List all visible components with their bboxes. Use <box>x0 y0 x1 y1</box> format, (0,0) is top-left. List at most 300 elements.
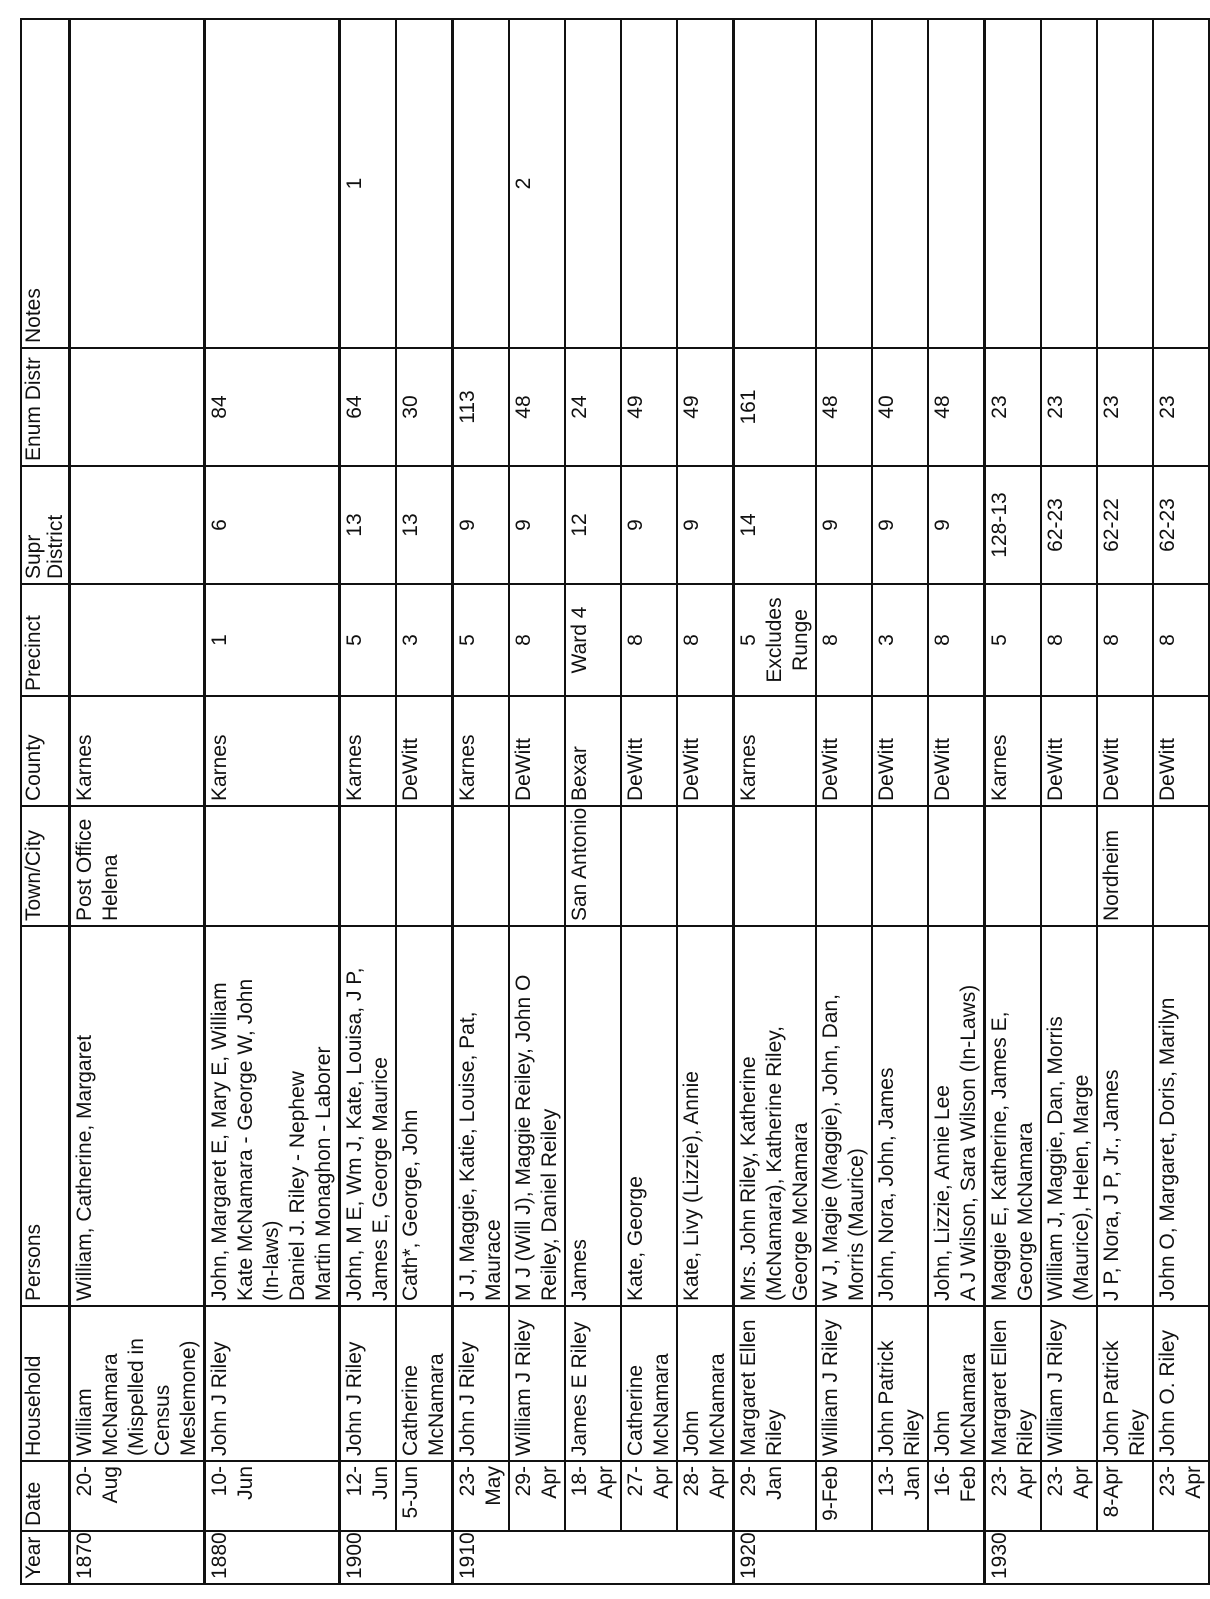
header-county: County <box>21 696 70 806</box>
cell-text: John J Riley <box>343 1341 366 1456</box>
household-cell <box>1097 1306 1153 1461</box>
year-group <box>985 19 1210 1584</box>
precinct-cell <box>872 584 928 696</box>
persons-cell <box>621 926 677 1306</box>
cell-line: DeWitt <box>875 738 898 801</box>
cell-text: William J Riley <box>819 1319 842 1456</box>
town-city-cell <box>621 806 677 926</box>
supr-district-cell <box>1153 466 1209 584</box>
town-city-cell <box>70 806 205 926</box>
cell-line: 8 <box>1156 634 1179 646</box>
header-town-city: Town/City <box>21 806 70 926</box>
cell-line <box>1043 24 1069 343</box>
cell-line: 8 <box>819 634 842 646</box>
cell-line: 8 <box>931 634 954 646</box>
cell-line: Maurace <box>482 1219 505 1301</box>
household-cell <box>205 1306 340 1461</box>
table-row <box>928 19 985 1584</box>
cell-text: Margaret Ellen Riley <box>988 1319 1037 1456</box>
table-row <box>734 19 817 1584</box>
cell-line <box>72 24 98 343</box>
header-household: Household <box>21 1306 70 1461</box>
date-cell <box>734 1461 817 1531</box>
date-cell <box>70 1461 205 1531</box>
household-cell <box>677 1306 734 1461</box>
cell-text: 10-Jun <box>208 1466 257 1500</box>
year-cell: 1910 <box>453 1531 734 1584</box>
cell-line: 5 <box>988 634 1011 646</box>
enum-distr-cell <box>396 348 453 466</box>
table-row <box>677 19 734 1584</box>
cell-line <box>736 811 762 921</box>
cell-line: Excludes <box>763 597 786 683</box>
notes-cell <box>872 19 928 348</box>
town-city-cell <box>677 806 734 926</box>
cell-line: 5 <box>737 634 760 646</box>
table-row <box>985 19 1042 1584</box>
cell-text: James E Riley <box>568 1321 591 1456</box>
cell-line: 23 <box>988 395 1011 419</box>
date-cell <box>816 1461 872 1531</box>
cell-text: Margaret Ellen Riley <box>737 1319 786 1456</box>
cell-line: J P, Nora, J P, Jr., James <box>1100 1069 1123 1301</box>
county-cell <box>928 696 985 806</box>
household-cell <box>621 1306 677 1461</box>
table-row <box>396 19 453 1584</box>
precinct-cell <box>621 584 677 696</box>
precinct-cell <box>70 584 205 696</box>
cell-text: John Patrick Riley <box>875 1340 924 1456</box>
cell-line: Kate McNamara - George W, John <box>234 978 257 1301</box>
town-city-cell <box>1153 806 1209 926</box>
household-cell <box>565 1306 621 1461</box>
notes-cell <box>928 19 985 348</box>
census-table <box>20 18 1210 1585</box>
persons-cell <box>985 926 1042 1306</box>
cell-line: 9 <box>931 519 954 531</box>
cell-line: James <box>568 1239 591 1301</box>
table-row <box>340 19 397 1584</box>
town-city-cell <box>734 806 817 926</box>
supr-district-cell <box>509 466 565 584</box>
cell-line: 23 <box>1044 395 1067 419</box>
enum-distr-cell <box>872 348 928 466</box>
cell-line <box>679 811 705 921</box>
cell-text: William J Riley <box>1044 1319 1067 1456</box>
cell-line: 48 <box>819 395 842 419</box>
cell-line: 9 <box>624 519 647 531</box>
county-cell <box>453 696 510 806</box>
cell-line <box>679 24 705 343</box>
cell-text: 29-Apr <box>512 1466 561 1499</box>
household-cell <box>734 1306 817 1461</box>
cell-line: W J, Magie (Maggie), John, Dan, <box>819 994 842 1301</box>
cell-line: DeWitt <box>931 738 954 801</box>
table-row <box>509 19 565 1584</box>
persons-cell <box>565 926 621 1306</box>
supr-district-cell <box>565 466 621 584</box>
table-row <box>816 19 872 1584</box>
cell-text: 27-Apr <box>624 1466 673 1499</box>
cell-line: 49 <box>680 395 703 419</box>
table-row <box>565 19 621 1584</box>
table-row <box>1097 19 1153 1584</box>
cell-line: Cath*, George, John <box>399 1109 422 1301</box>
date-cell <box>1153 1461 1209 1531</box>
town-city-cell <box>509 806 565 926</box>
household-cell <box>872 1306 928 1461</box>
persons-cell <box>453 926 510 1306</box>
cell-line: George McNamara <box>1014 1122 1037 1301</box>
enum-distr-cell <box>205 348 340 466</box>
enum-distr-cell <box>70 348 205 466</box>
household-cell <box>1153 1306 1209 1461</box>
cell-line: 24 <box>568 395 591 419</box>
cell-line: 48 <box>931 395 954 419</box>
cell-line: 3 <box>399 634 422 646</box>
cell-line: Kate, George <box>624 1176 647 1301</box>
cell-text: 8-Apr <box>1100 1466 1123 1518</box>
cell-line: Maggie E, Katherine, James E, <box>988 1011 1011 1301</box>
cell-line: 5 <box>343 634 366 646</box>
cell-text: John J Riley <box>456 1341 479 1456</box>
date-cell <box>396 1461 453 1531</box>
cell-line: Daniel J. Riley - Nephew <box>286 1071 309 1301</box>
household-cell <box>928 1306 985 1461</box>
precinct-cell <box>396 584 453 696</box>
header-notes: Notes <box>21 19 70 348</box>
cell-line: 2 <box>512 177 535 190</box>
county-cell <box>677 696 734 806</box>
cell-line: 23 <box>1156 395 1179 419</box>
cell-line <box>987 811 1013 921</box>
cell-line: 1 <box>208 634 231 646</box>
cell-line <box>818 811 844 921</box>
date-cell <box>621 1461 677 1531</box>
notes-cell <box>70 19 205 348</box>
precinct-cell <box>734 584 817 696</box>
cell-line: Karnes <box>343 734 366 801</box>
year-group <box>205 19 340 1584</box>
county-cell <box>985 696 1042 806</box>
cell-line: 30 <box>399 395 422 419</box>
cell-line <box>398 24 424 343</box>
cell-line <box>398 811 424 921</box>
cell-line: 12 <box>568 513 591 537</box>
persons-cell <box>509 926 565 1306</box>
enum-distr-cell <box>985 348 1042 466</box>
cell-line <box>342 811 368 921</box>
date-cell <box>205 1461 340 1531</box>
header-enum-distr: Enum Distr <box>21 348 70 466</box>
town-city-cell <box>205 806 340 926</box>
table-row <box>205 19 340 1584</box>
cell-line: DeWitt <box>1156 738 1179 801</box>
cell-line: Nordheim <box>1100 829 1123 921</box>
cell-text: John J Riley <box>208 1341 231 1456</box>
cell-line: 64 <box>343 395 366 419</box>
notes-cell <box>205 19 340 348</box>
notes-cell <box>734 19 817 348</box>
cell-line: Mrs. John Riley, Katherine <box>737 1056 760 1301</box>
cell-line <box>72 589 98 691</box>
county-cell <box>340 696 397 806</box>
cell-line: John, M E, Wm J, Kate, Louisa, J P, <box>343 967 366 1301</box>
header-supr-district: Supr District <box>21 466 70 584</box>
town-city-cell <box>396 806 453 926</box>
enum-distr-cell <box>340 348 397 466</box>
date-cell <box>509 1461 565 1531</box>
supr-district-cell <box>734 466 817 584</box>
supr-district-cell <box>453 466 510 584</box>
county-cell <box>621 696 677 806</box>
cell-text: 5-Jun <box>399 1466 422 1519</box>
supr-district-cell <box>205 466 340 584</box>
year-cell: 1870 <box>70 1531 205 1584</box>
precinct-cell <box>677 584 734 696</box>
table-row <box>872 19 928 1584</box>
county-cell <box>205 696 340 806</box>
town-city-cell <box>1097 806 1153 926</box>
cell-line <box>930 24 956 343</box>
cell-text: William McNamara (Mispelled in Census Meslemone) <box>73 1338 200 1456</box>
date-cell <box>677 1461 734 1531</box>
cell-text: John McNamara <box>931 1353 980 1456</box>
precinct-cell <box>340 584 397 696</box>
supr-district-cell <box>1097 466 1153 584</box>
cell-line: 8 <box>1044 634 1067 646</box>
cell-line: DeWitt <box>1044 738 1067 801</box>
cell-line <box>567 24 593 343</box>
enum-distr-cell <box>509 348 565 466</box>
supr-district-cell <box>621 466 677 584</box>
cell-line <box>455 811 481 921</box>
town-city-cell <box>565 806 621 926</box>
enum-distr-cell <box>565 348 621 466</box>
cell-text: John O. Riley <box>1156 1329 1179 1456</box>
cell-line: 8 <box>680 634 703 646</box>
cell-text: 28-Apr <box>680 1466 729 1499</box>
cell-text: 16-Feb <box>931 1466 980 1503</box>
year-cell: 1900 <box>340 1531 453 1584</box>
cell-line: Karnes <box>208 734 231 801</box>
header-precinct: Precinct <box>21 584 70 696</box>
cell-line: DeWitt <box>399 738 422 801</box>
precinct-cell <box>1041 584 1097 696</box>
year-group <box>734 19 985 1584</box>
precinct-cell <box>565 584 621 696</box>
cell-line <box>930 811 956 921</box>
cell-line: James E, George Maurice <box>369 1057 392 1301</box>
cell-line: 8 <box>512 634 535 646</box>
cell-line: 113 <box>456 390 479 424</box>
cell-line: 48 <box>512 395 535 419</box>
cell-line: Helena <box>99 854 122 921</box>
cell-text: Catherine McNamara <box>399 1353 448 1456</box>
header-year: Year <box>21 1531 70 1584</box>
enum-distr-cell <box>734 348 817 466</box>
cell-text: 23-Apr <box>1156 1466 1205 1499</box>
cell-line: Martin Monaghon - Laborer <box>312 1046 335 1301</box>
cell-line: 6 <box>208 519 231 531</box>
cell-line: Post Office <box>73 818 96 921</box>
enum-distr-cell <box>621 348 677 466</box>
cell-text: 12-Jun <box>343 1466 392 1500</box>
year-group <box>453 19 734 1584</box>
cell-line: 128-13 <box>988 492 1011 558</box>
notes-cell <box>565 19 621 348</box>
cell-line: 9 <box>875 519 898 531</box>
town-city-cell <box>1041 806 1097 926</box>
cell-line: Karnes <box>988 734 1011 801</box>
town-city-cell <box>340 806 397 926</box>
cell-line: 9 <box>819 519 842 531</box>
cell-line: M J (Will J), Maggie Reiley, John O <box>512 974 535 1301</box>
persons-cell <box>677 926 734 1306</box>
supr-district-cell <box>396 466 453 584</box>
cell-line <box>455 24 481 343</box>
town-city-cell <box>928 806 985 926</box>
date-cell <box>1097 1461 1153 1531</box>
notes-cell <box>340 19 397 348</box>
table-row <box>453 19 510 1584</box>
precinct-cell <box>453 584 510 696</box>
date-cell <box>985 1461 1042 1531</box>
cell-line <box>207 24 233 343</box>
household-cell <box>1041 1306 1097 1461</box>
cell-line <box>1155 24 1181 343</box>
cell-line: DeWitt <box>624 738 647 801</box>
persons-cell <box>1097 926 1153 1306</box>
cell-line: 8 <box>1100 634 1123 646</box>
county-cell <box>872 696 928 806</box>
enum-distr-cell <box>677 348 734 466</box>
enum-distr-cell <box>1097 348 1153 466</box>
notes-cell <box>816 19 872 348</box>
town-city-cell <box>453 806 510 926</box>
household-cell <box>396 1306 453 1461</box>
cell-text: 9-Feb <box>819 1466 842 1521</box>
county-cell <box>1153 696 1209 806</box>
header-date: Date <box>21 1461 70 1531</box>
precinct-cell <box>985 584 1042 696</box>
enum-distr-cell <box>453 348 510 466</box>
town-city-cell <box>816 806 872 926</box>
date-cell <box>1041 1461 1097 1531</box>
town-city-cell <box>985 806 1042 926</box>
precinct-cell <box>205 584 340 696</box>
household-cell <box>453 1306 510 1461</box>
cell-line: DeWitt <box>819 738 842 801</box>
notes-cell <box>1153 19 1209 348</box>
cell-line: San Antonio <box>568 807 591 921</box>
cell-line <box>72 353 98 461</box>
persons-cell <box>1041 926 1097 1306</box>
county-cell <box>1097 696 1153 806</box>
cell-line: Bexar <box>568 746 591 801</box>
year-cell: 1920 <box>734 1531 985 1584</box>
notes-cell <box>453 19 510 348</box>
persons-cell <box>872 926 928 1306</box>
cell-line: 5 <box>456 634 479 646</box>
cell-line <box>874 811 900 921</box>
persons-cell <box>1153 926 1209 1306</box>
enum-distr-cell <box>1153 348 1209 466</box>
supr-district-cell <box>985 466 1042 584</box>
cell-line <box>207 811 233 921</box>
town-city-cell <box>872 806 928 926</box>
supr-district-cell <box>70 466 205 584</box>
persons-cell <box>928 926 985 1306</box>
cell-line: 23 <box>1100 395 1123 419</box>
cell-line <box>818 24 844 343</box>
enum-distr-cell <box>1041 348 1097 466</box>
supr-district-cell <box>1041 466 1097 584</box>
cell-line: Karnes <box>456 734 479 801</box>
supr-district-cell <box>872 466 928 584</box>
notes-cell <box>677 19 734 348</box>
cell-line: William, Catherine, Margaret <box>73 1034 96 1301</box>
cell-line <box>874 24 900 343</box>
year-cell: 1930 <box>985 1531 1210 1584</box>
date-cell <box>565 1461 621 1531</box>
cell-line: 62-22 <box>1100 498 1123 552</box>
supr-district-cell <box>928 466 985 584</box>
year-group <box>340 19 453 1584</box>
cell-text: Catherine McNamara <box>624 1353 673 1456</box>
cell-line: 13 <box>399 513 422 537</box>
cell-line: John, Lizzie, Annie Lee <box>931 1085 954 1301</box>
supr-district-cell <box>677 466 734 584</box>
cell-line: Reiley, Daniel Reiley <box>538 1108 561 1301</box>
cell-line <box>987 24 1013 343</box>
cell-line: 1 <box>343 177 366 190</box>
year-group <box>70 19 205 1584</box>
cell-line <box>511 811 537 921</box>
cell-line <box>1155 811 1181 921</box>
cell-line: DeWitt <box>1100 738 1123 801</box>
county-cell <box>565 696 621 806</box>
header-row <box>21 19 70 1584</box>
county-cell <box>509 696 565 806</box>
cell-line: 40 <box>875 395 898 419</box>
cell-line: John O, Margaret, Doris, Marilyn <box>1156 997 1179 1301</box>
date-cell <box>872 1461 928 1531</box>
cell-line: Runge <box>789 609 812 671</box>
household-cell <box>509 1306 565 1461</box>
enum-distr-cell <box>816 348 872 466</box>
table-row <box>621 19 677 1584</box>
date-cell <box>928 1461 985 1531</box>
cell-text: 23-Apr <box>988 1466 1037 1499</box>
cell-line: 13 <box>343 513 366 537</box>
cell-text: John McNamara <box>680 1353 729 1456</box>
cell-line <box>736 24 762 343</box>
county-cell <box>396 696 453 806</box>
cell-line: 62-23 <box>1044 498 1067 552</box>
cell-line: J J, Maggie, Katie, Louise, Pat, <box>456 1011 479 1301</box>
county-cell <box>70 696 205 806</box>
cell-line: A J Wilson, Sara Wilson (In-Laws) <box>957 984 980 1301</box>
cell-line <box>72 471 98 579</box>
notes-cell <box>396 19 453 348</box>
supr-district-cell <box>340 466 397 584</box>
cell-line <box>1099 24 1125 343</box>
cell-text: 23-Apr <box>1044 1466 1093 1499</box>
cell-line: DeWitt <box>512 738 535 801</box>
cell-line: 161 <box>737 389 760 425</box>
cell-line: 9 <box>680 519 703 531</box>
